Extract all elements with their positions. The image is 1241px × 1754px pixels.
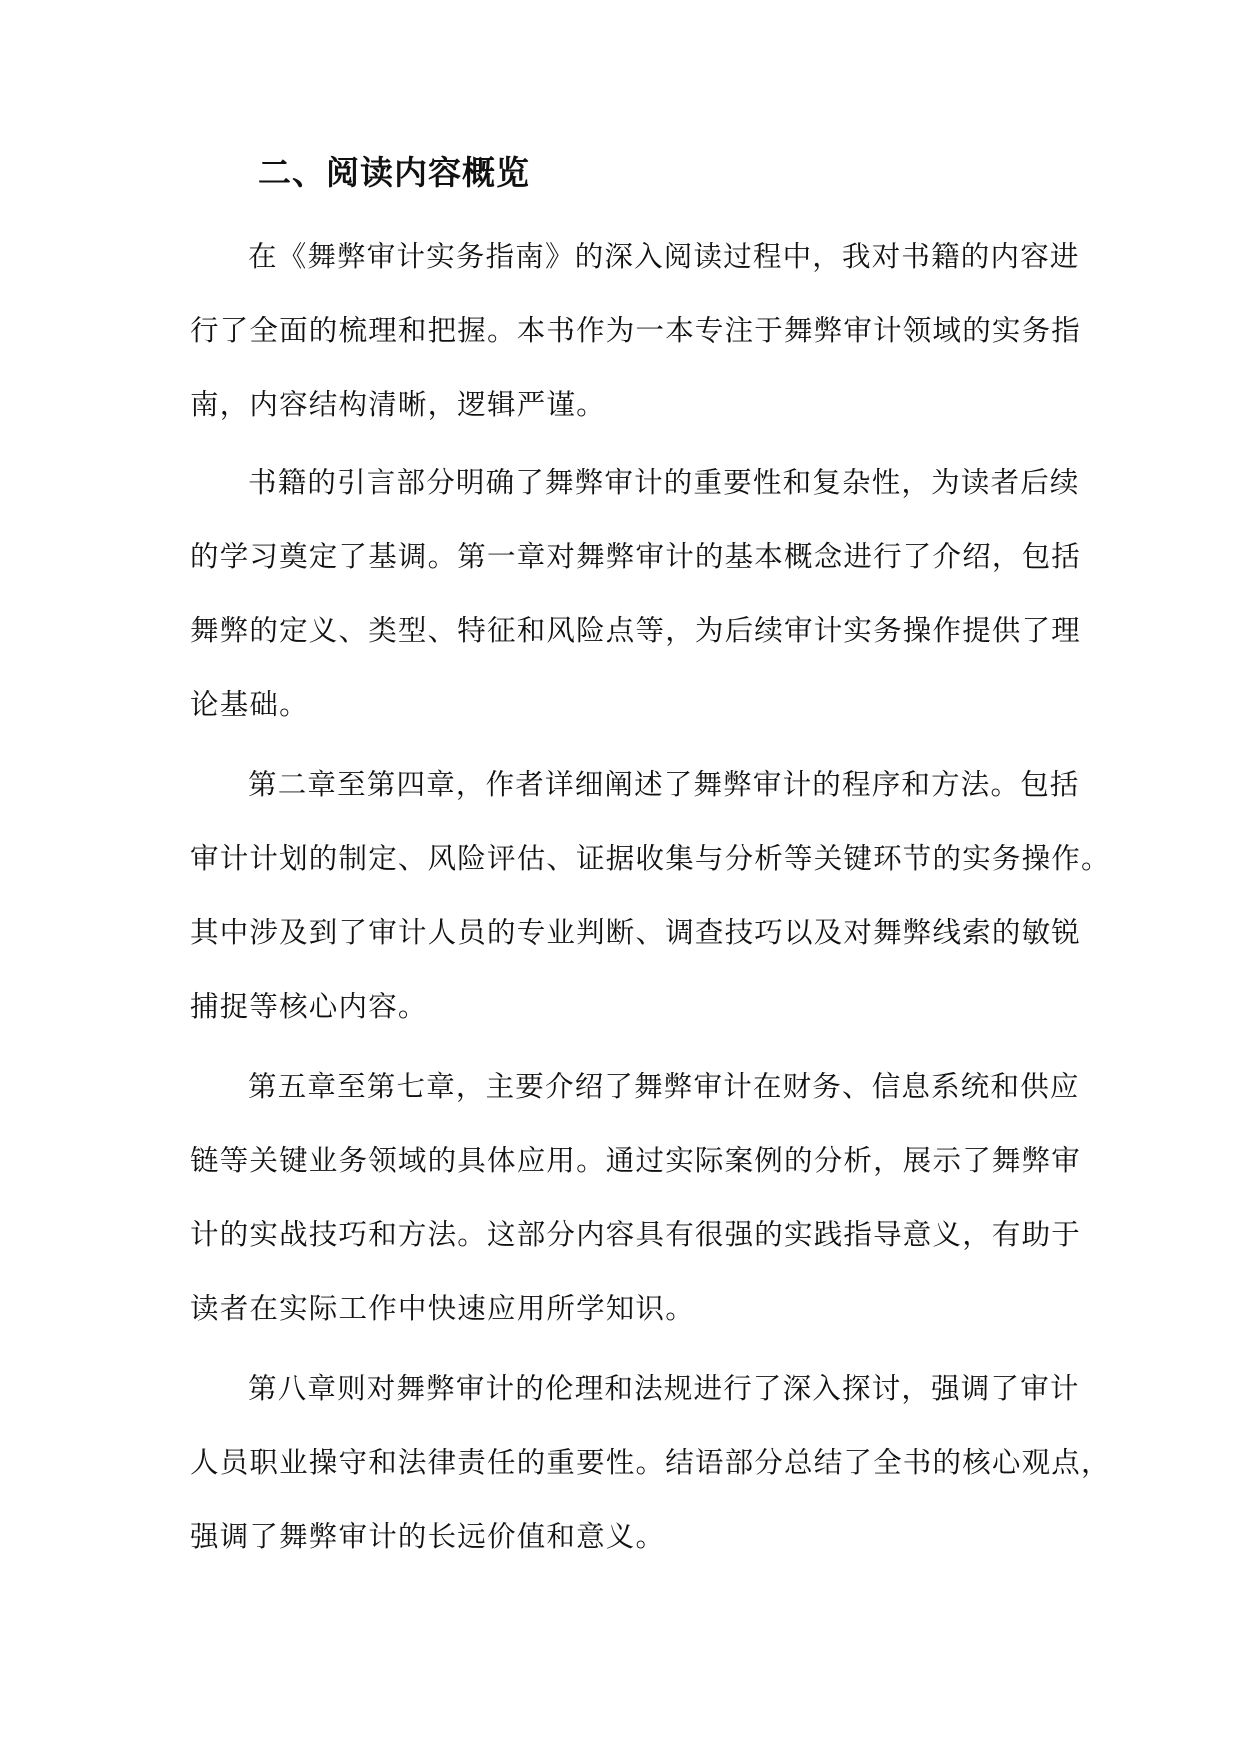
- section-heading: 二、阅读内容概览: [258, 153, 530, 192]
- paragraph-4-line-2: 链等关键业务领域的具体应用。通过实际案例的分析，展示了舞弊审: [190, 1144, 1082, 1177]
- paragraph-3-line-2: 审计计划的制定、风险评估、证据收集与分析等关键环节的实务操作。: [190, 842, 1111, 875]
- paragraph-2-line-4: 论基础。: [190, 688, 309, 721]
- paragraph-5-line-1: 第八章则对舞弊审计的伦理和法规进行了深入探讨，强调了审计: [248, 1372, 1080, 1405]
- paragraph-5-line-2: 人员职业操守和法律责任的重要性。结语部分总结了全书的核心观点，: [190, 1446, 1111, 1479]
- paragraph-1-line-2: 行了全面的梳理和把握。本书作为一本专注于舞弊审计领域的实务指: [190, 314, 1082, 347]
- paragraph-2-line-1: 书籍的引言部分明确了舞弊审计的重要性和复杂性，为读者后续: [248, 466, 1080, 499]
- paragraph-5-line-3: 强调了舞弊审计的长远价值和意义。: [190, 1520, 666, 1553]
- paragraph-4-line-3: 计的实战技巧和方法。这部分内容具有很强的实践指导意义，有助于: [190, 1218, 1082, 1251]
- paragraph-4-line-1: 第五章至第七章，主要介绍了舞弊审计在财务、信息系统和供应: [248, 1070, 1080, 1103]
- paragraph-3-line-1: 第二章至第四章，作者详细阐述了舞弊审计的程序和方法。包括: [248, 768, 1080, 801]
- paragraph-2-line-2: 的学习奠定了基调。第一章对舞弊审计的基本概念进行了介绍，包括: [190, 540, 1082, 573]
- paragraph-3-line-4: 捕捉等核心内容。: [190, 990, 428, 1023]
- paragraph-2-line-3: 舞弊的定义、类型、特征和风险点等，为后续审计实务操作提供了理: [190, 614, 1082, 647]
- paragraph-1-line-3: 南，内容结构清晰，逻辑严谨。: [190, 388, 606, 421]
- paragraph-3-line-3: 其中涉及到了审计人员的专业判断、调查技巧以及对舞弊线索的敏锐: [190, 916, 1082, 949]
- paragraph-1-line-1: 在《舞弊审计实务指南》的深入阅读过程中，我对书籍的内容进: [248, 240, 1080, 273]
- paragraph-4-line-4: 读者在实际工作中快速应用所学知识。: [190, 1292, 695, 1325]
